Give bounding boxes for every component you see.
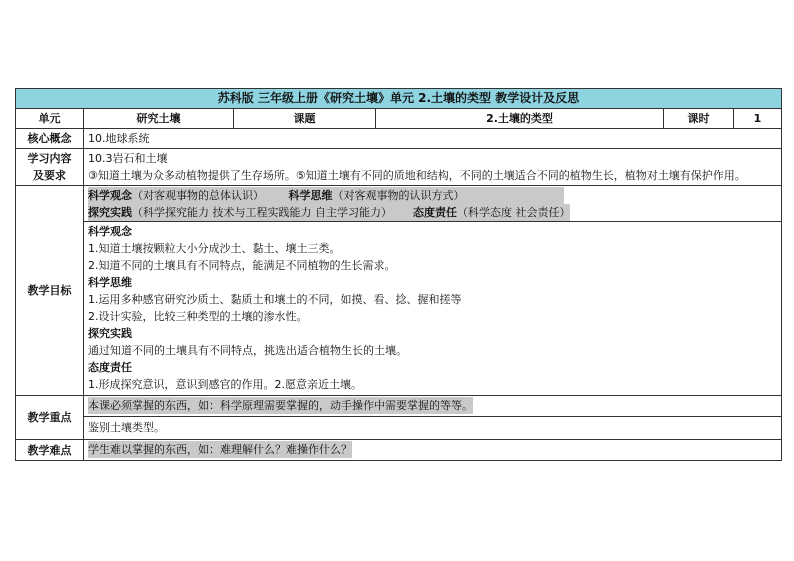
objectives-label: 教学目标 <box>16 186 84 396</box>
objectives-details <box>84 221 781 395</box>
objectives-header-1-box <box>88 187 564 204</box>
scientific-concept-tag: 科学观念 <box>88 189 132 202</box>
scientific-concept-desc: （对客观事物的总体认识） <box>132 189 264 202</box>
lesson-value: 2.土壤的类型 <box>376 109 664 129</box>
difficulties-content <box>84 440 782 461</box>
objectives-header-1 <box>88 187 777 204</box>
key-points-value: 鉴别土壤类型。 <box>84 416 781 439</box>
difficulties-hint: 学生难以掌握的东西，如：难理解什么？难操作什么？ <box>88 443 352 456</box>
attitude-responsibility-tag: 态度责任 <box>412 206 457 219</box>
lesson-label: 课题 <box>234 109 376 129</box>
section-thinking-line-1: 1.运用多种感官研究沙质土、黏质土和壤土的不同，如摸、看、捻、握和搓等 <box>88 293 462 306</box>
header-row <box>16 109 782 129</box>
learning-content-label <box>16 149 84 186</box>
core-concept-row <box>16 129 782 149</box>
section-thinking-title: 科学思维 <box>88 276 132 289</box>
content-line-1: 10.3岩石和土壤 <box>88 152 168 165</box>
key-points-content <box>84 396 782 440</box>
section-attitude-title: 态度责任 <box>88 361 132 374</box>
key-points-hint: 本课必须掌握的东西，如：科学原理需要掌握的，动手操作中需要掌握的等等。 <box>88 399 473 412</box>
content-line-2: ③知道土壤为众多动植物提供了生存场所。⑤知道土壤有不同的质地和结构，不同的土壤适合不同的植物生长，植物对土壤有保护作用。 <box>88 169 746 182</box>
learning-content-row <box>16 149 782 186</box>
hours-label: 课时 <box>664 109 734 129</box>
learning-content-label-1: 学习内容 <box>27 152 72 165</box>
key-points-label: 教学重点 <box>16 396 84 440</box>
section-thinking-line-2: 2.设计实验，比较三种类型的土壤的渗水性。 <box>88 310 308 323</box>
core-concept-label: 核心概念 <box>16 129 84 149</box>
section-concept-line-2: 2.知道不同的土壤具有不同特点，能满足不同植物的生长需求。 <box>88 259 396 272</box>
objectives-header-2-box <box>88 204 570 221</box>
key-points-row <box>16 396 782 440</box>
core-concept-value: 10.地球系统 <box>84 129 782 149</box>
document-title: 苏科版 三年级上册《研究土壤》单元 2.土壤的类型 教学设计及反思 <box>16 89 782 109</box>
learning-content-label-2: 及要求 <box>33 169 66 182</box>
title-row <box>16 89 782 109</box>
difficulties-label: 教学难点 <box>16 440 84 461</box>
lesson-plan-table <box>15 88 782 461</box>
section-inquiry-title: 探究实践 <box>88 327 132 340</box>
section-concept-line-1: 1.知道土壤按颗粒大小分成沙土、黏土、壤土三类。 <box>88 242 341 255</box>
scientific-thinking-desc: （对客观事物的认识方式） <box>332 189 465 202</box>
section-concept-title: 科学观念 <box>88 225 132 238</box>
unit-label: 单元 <box>16 109 84 129</box>
learning-content-value <box>84 149 782 186</box>
inquiry-practice-tag: 探究实践 <box>88 206 132 219</box>
hours-value: 1 <box>734 109 782 129</box>
inquiry-practice-desc: （科学探究能力 技术与工程实践能力 自主学习能力） <box>132 206 392 219</box>
section-attitude-line-1: 1.形成探究意识，意识到感官的作用。2.愿意亲近土壤。 <box>88 378 362 391</box>
objectives-row <box>16 186 782 396</box>
objectives-header-2 <box>88 204 777 221</box>
scientific-thinking-tag: 科学思维 <box>288 189 333 202</box>
section-inquiry-line-1: 通过知道不同的土壤具有不同特点，挑选出适合植物生长的土壤。 <box>88 344 407 357</box>
unit-value: 研究土壤 <box>84 109 234 129</box>
lesson-plan-sheet <box>15 88 781 461</box>
difficulties-row <box>16 440 782 461</box>
attitude-responsibility-desc: （科学态度 社会责任） <box>456 206 571 219</box>
objectives-content <box>84 186 782 396</box>
